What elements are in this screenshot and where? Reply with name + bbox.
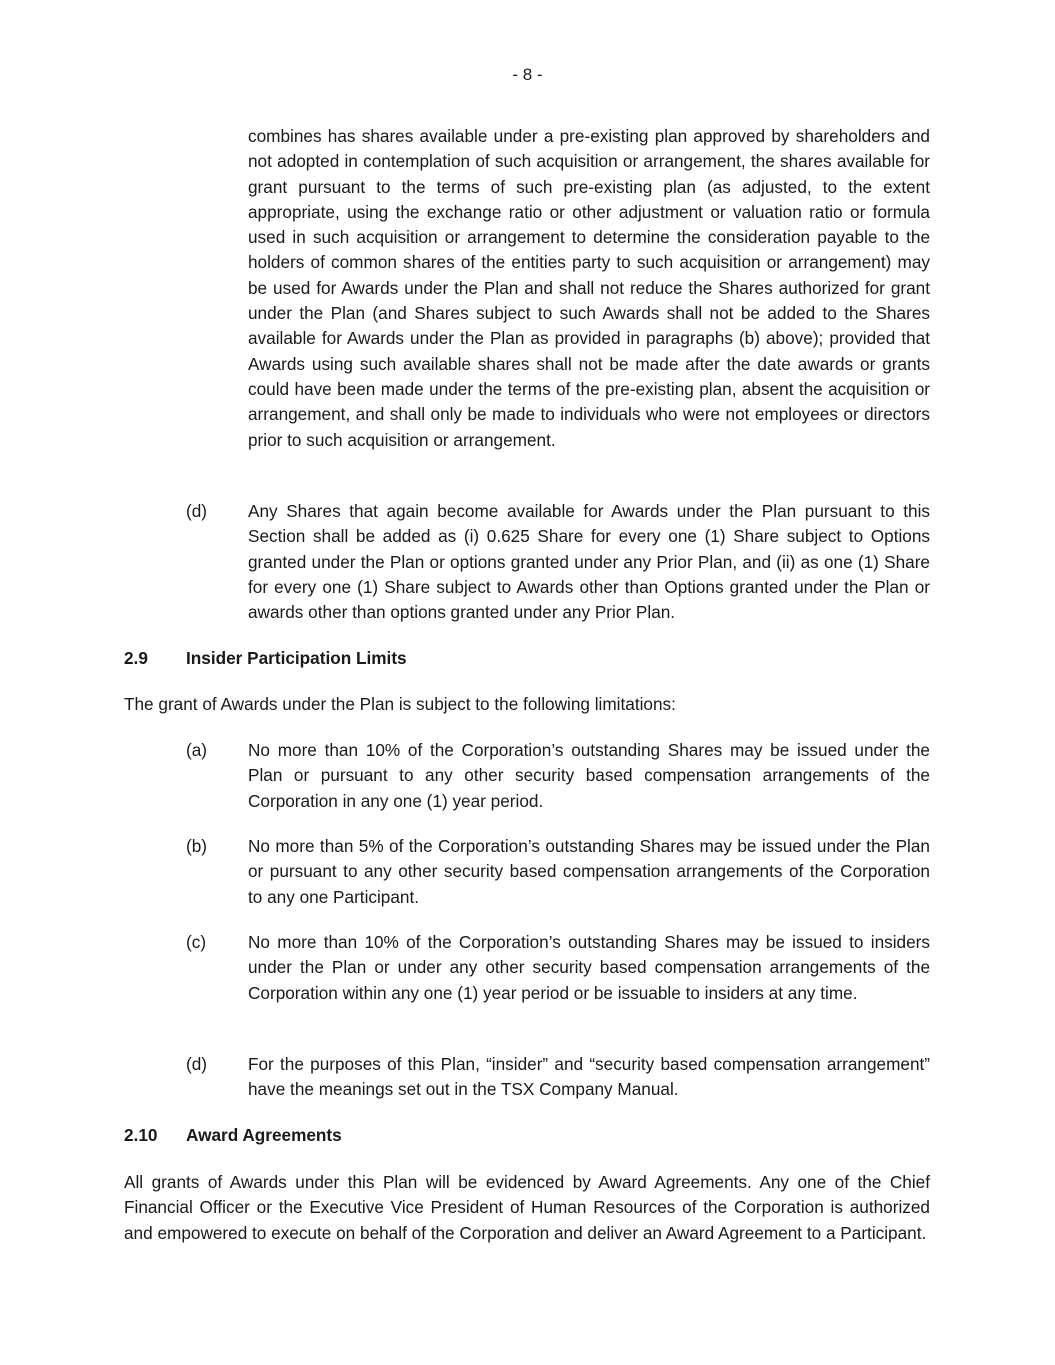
- section-title: Insider Participation Limits: [186, 648, 407, 668]
- list-item-text: For the purposes of this Plan, “insider” and “security based compensation arrangement” have the meanings set out in the TSX Company Manual.: [248, 1054, 930, 1100]
- section-intro: The grant of Awards under the Plan is subject to the following limitations:: [124, 694, 676, 714]
- section-heading-2-10: [124, 1123, 342, 1148]
- list-item-label: (d): [186, 501, 208, 521]
- section-heading-2-9: [124, 646, 407, 671]
- list-item-label: (b): [186, 836, 208, 856]
- list-item-text: No more than 5% of the Corporation’s outstanding Shares may be issued under the Plan or pursuant to any other security based compensation arrangements of the Corporation to any one Participant.: [248, 836, 930, 907]
- section-number: 2.10: [124, 1125, 158, 1145]
- list-item-2-9-d: [186, 1052, 930, 1103]
- list-item-2-9-a: [186, 738, 930, 814]
- list-item-label: (d): [186, 1054, 208, 1074]
- list-item-2-8-d: [186, 499, 930, 625]
- list-item-label: (a): [186, 740, 208, 760]
- continued-paragraph: combines has shares available under a pre-existing plan approved by shareholders and not adopted in contemplation of such acquisition or arrangement, the shares available for grant pursuant to the terms of such pre-existing plan (as adjusted, to the extent appropriate, using the exchange ratio or other adjustment or valuation ratio or formula used in such acquisition or arrangement to determine the consideration payable to the holders of common shares of the entities party to such acquisition or arrangement) may be used for Awards under the Plan and shall not reduce the Shares authorized for grant under the Plan (and Shares subject to such Awards shall not be added to the Shares available for Awards under the Plan as provided in paragraphs (b) above); provided that Awards using such available shares shall not be made after the date awards or grants could have been made under the terms of the pre-existing plan, absent the acquisition or arrangement, and shall only be made to individuals who were not employees or directors prior to such acquisition or arrangement.: [248, 126, 930, 450]
- list-item-text: Any Shares that again become available for Awards under the Plan pursuant to this Section shall be added as (i) 0.625 Share for every one (1) Share subject to Options granted under the Plan or options granted under any Prior Plan, and (ii) as one (1) Share for every one (1) Share subject to Awards other than Options granted under the Plan or awards other than options granted under any Prior Plan.: [248, 501, 930, 623]
- section-paragraph: All grants of Awards under this Plan will be evidenced by Award Agreements. Any one of the Chief Financial Officer or the Executive Vice President of Human Resources of the Corporation is authorized and empowered to execute on behalf of the Corporation and deliver an Award Agreement to a Participant.: [124, 1172, 930, 1243]
- list-item-text: No more than 10% of the Corporation’s outstanding Shares may be issued under the Plan or pursuant to any other security based compensation arrangements of the Corporation in any one (1) year period.: [248, 740, 930, 811]
- section-number: 2.9: [124, 648, 148, 668]
- list-item-text: No more than 10% of the Corporation’s outstanding Shares may be issued to insiders under the Plan or under any other security based compensation arrangements of the Corporation within any one (1) year period or be issuable to insiders at any time.: [248, 932, 930, 1003]
- page-number: - 8 -: [512, 65, 543, 84]
- list-item-label: (c): [186, 932, 207, 952]
- list-item-2-9-b: [186, 834, 930, 910]
- section-title: Award Agreements: [186, 1125, 342, 1145]
- list-item-2-9-c: [186, 930, 930, 1006]
